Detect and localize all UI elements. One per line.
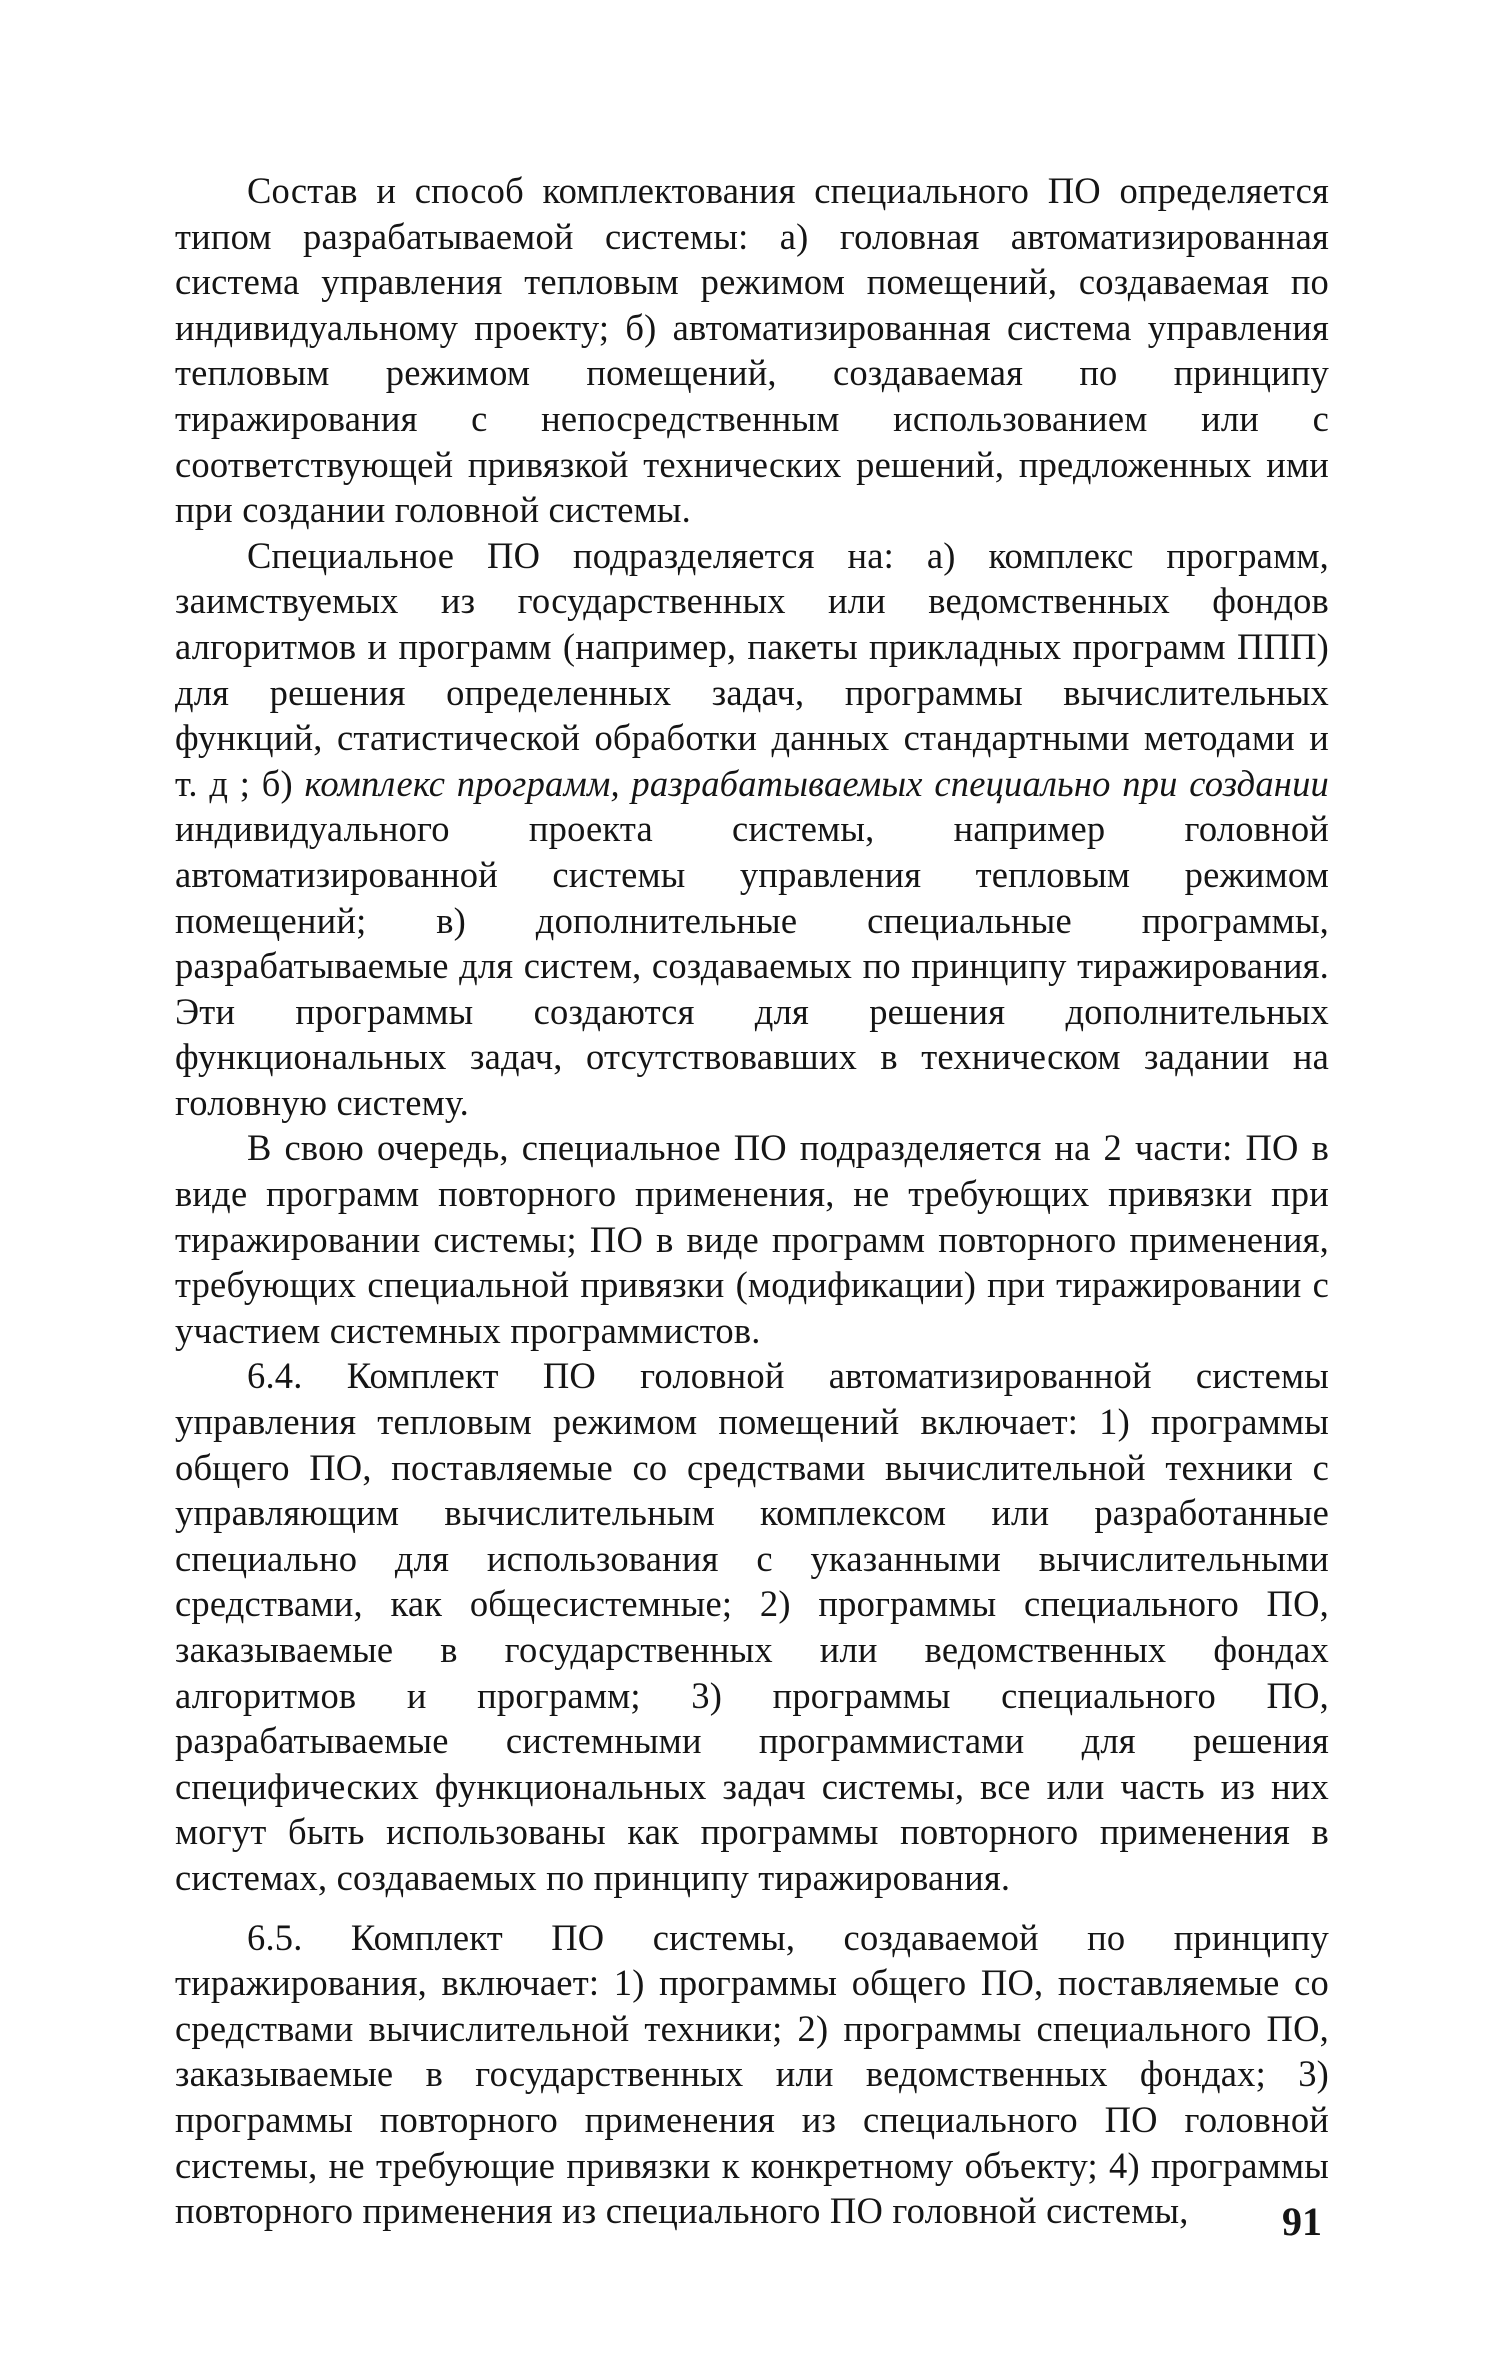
paragraph-3: В свою очередь, специальное ПО подразделяется на 2 части: ПО в виде программ повторного применения, не требующих привязки при тиражировании системы; ПО в виде программ повторного применения, требующих специальной привязки (модификации) при тиражировании с участием системных программистов. bbox=[175, 1127, 1329, 1351]
paragraph-2-part-1: Специальное ПО подразделяется на: а) комплекс программ, заимствуемых из государственных или ведомственных фондов алгоритмов и программ (например, пакеты прикладных программ ППП) для решения определенных задач, программы вычислительных функций, статистической обработки данных стандартными методами и т. д ; б) bbox=[175, 534, 1329, 804]
paragraph-1: Состав и способ комплектования специального ПО определяется типом разрабатываемой системы: а) головная автоматизированная система управления тепловым режимом помещений, создаваемая по индивидуальному проекту; б) автоматизированная система управления тепловым режимом помещений, создаваемая по принципу тиражирования с непосредственным использованием или с соответствующей привязкой технических решений, предложенных ими при создании головной системы. bbox=[175, 170, 1329, 531]
body-text bbox=[175, 168, 1329, 2234]
paragraph-4-section-6-4: 6.4. Комплект ПО головной автоматизированной системы управления тепловым режимом помещений включает: 1) программы общего ПО, поставляемые со средствами вычислительной техники с управляющим вычислительным комплексом или разработанные специально для использования с указанными вычислительными средствами, как общесистемные; 2) программы специального ПО, заказываемые в государственных или ведомственных фондах алгоритмов и программ; 3) программы специального ПО, разрабатываемые системными программистами для решения специфических функциональных задач системы, все или часть из них могут быть использованы как программы повторного применения в системах, создаваемых по принципу тиражирования. bbox=[175, 1355, 1329, 1898]
page-number: 91 bbox=[1282, 2199, 1322, 2244]
paragraph-2 bbox=[175, 533, 1329, 1126]
paragraph-2-italic-part: комплекс программ, разрабатываемых специально при создании bbox=[304, 762, 1329, 804]
paragraph-5-section-6-5: 6.5. Комплект ПО системы, создаваемой по принципу тиражирования, включает: 1) программы общего ПО, поставляемые со средствами вычислительной техники; 2) программы специального ПО, заказываемые в государственных или ведомственных фондах; 3) программы повторного применения из специального ПО головной системы, не требующие привязки к конкретному объекту; 4) программы повторного применения из специального ПО головной системы, bbox=[175, 1916, 1329, 2232]
paragraph-2-part-2: индивидуального проекта системы, например головной автоматизированной системы управления тепловым режимом помещений; в) дополнительные специальные программы, разрабатываемые для систем, создаваемых по принципу тиражирования. Эти программы создаются для решения дополнительных функциональных задач, отсутствовавших в техническом задании на головную систему. bbox=[175, 808, 1329, 1123]
